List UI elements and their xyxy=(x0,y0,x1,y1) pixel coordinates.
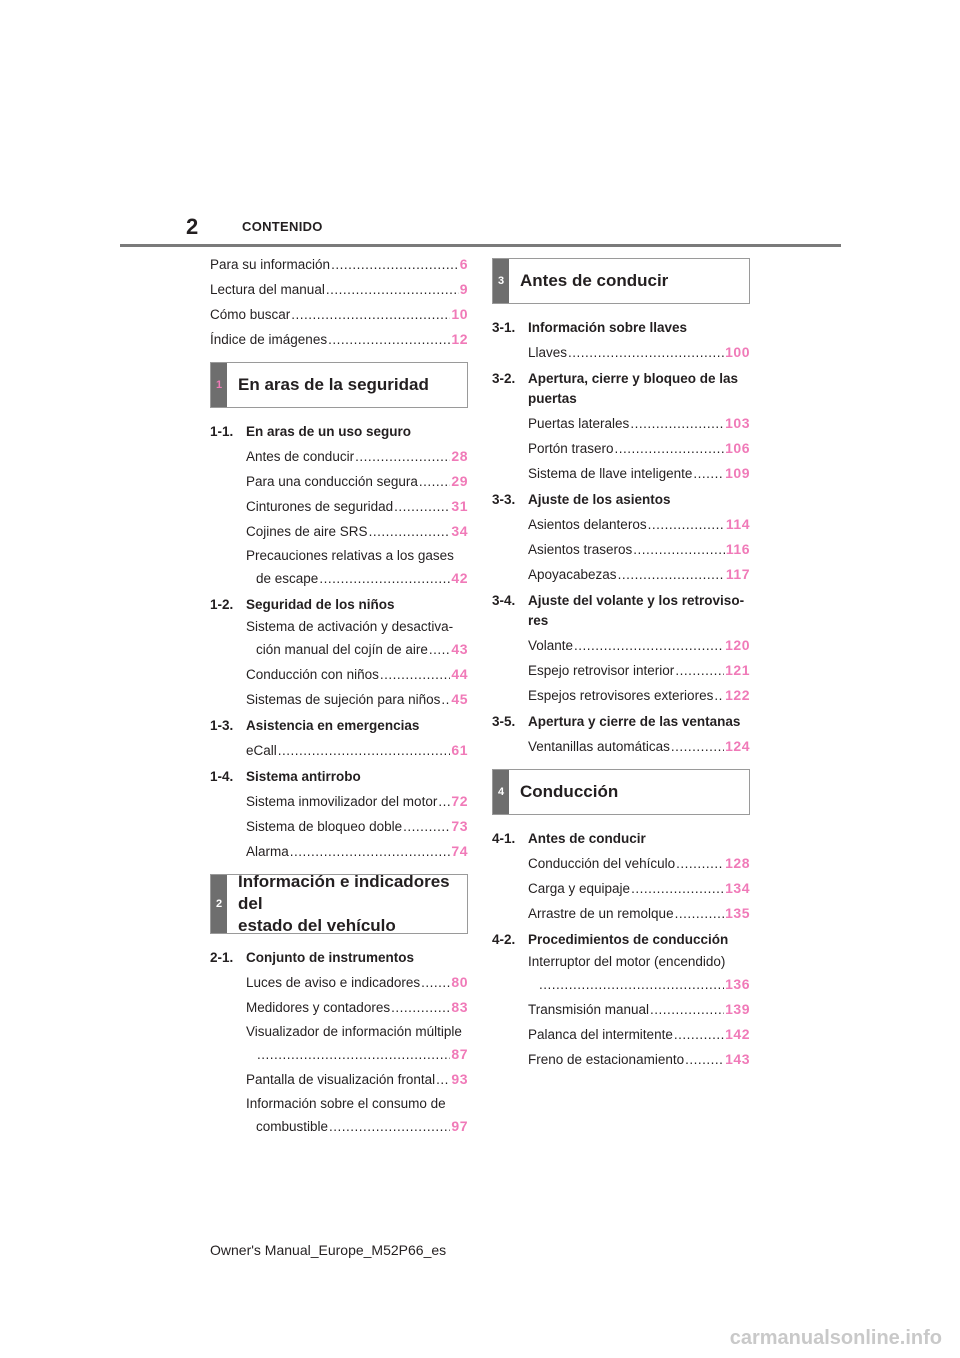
page-footer: Owner's Manual_Europe_M52P66_es xyxy=(210,1242,447,1258)
page-link[interactable]: 100 xyxy=(725,344,750,360)
chapter-2-box[interactable] xyxy=(210,874,468,934)
toc-entry[interactable]: Portón trasero ..... 106 xyxy=(492,436,750,461)
page-link[interactable]: 135 xyxy=(725,905,750,921)
toc-entry-line1: Interruptor del motor (encendido) xyxy=(528,954,726,969)
section-heading: 1-1. En aras de un uso seguro xyxy=(210,424,412,439)
page-link[interactable]: 73 xyxy=(451,818,468,834)
page-link[interactable]: 120 xyxy=(725,637,750,653)
page-link[interactable]: 80 xyxy=(451,974,468,990)
section-heading: 3-3. Ajuste de los asientos xyxy=(492,492,671,507)
toc-entry[interactable]: Cojines de aire SRS ..... 34 xyxy=(210,519,468,544)
toc-entry[interactable]: Asientos delanteros ..... 114 xyxy=(492,512,750,537)
toc-entry-line1: Precauciones relativas a los gases xyxy=(246,548,454,563)
toc-left-column xyxy=(210,252,468,1139)
toc-entry[interactable]: Palanca del intermitente ..... 142 xyxy=(492,1022,750,1047)
page-link[interactable]: 134 xyxy=(725,880,750,896)
chapter-title: Antes de conducir xyxy=(520,271,669,290)
toc-entry[interactable]: Sistema inmovilizador del motor ..... 72 xyxy=(210,789,468,814)
page-link[interactable]: 128 xyxy=(725,855,750,871)
page-link[interactable]: 12 xyxy=(451,331,468,347)
watermark: carmanualsonline.info xyxy=(729,1327,942,1349)
toc-entry[interactable]: combustible ..... 97 xyxy=(210,1114,468,1139)
section-heading: 3-2. Apertura, cierre y bloqueo de las puertas xyxy=(492,371,739,406)
toc-entry[interactable]: Transmisión manual ..... 139 xyxy=(492,997,750,1022)
page-link[interactable]: 72 xyxy=(451,793,468,809)
toc-entry[interactable]: Sistemas de sujeción para niños ..... 45 xyxy=(210,687,468,712)
page-link[interactable]: 139 xyxy=(725,1001,750,1017)
page-link[interactable]: 97 xyxy=(451,1118,468,1134)
page-link[interactable]: 43 xyxy=(451,641,468,657)
toc-entry-line1: Sistema de activación y desactiva- xyxy=(246,619,454,634)
section-heading: 3-1. Información sobre llaves xyxy=(492,320,688,335)
section-heading: 3-5. Apertura y cierre de las ventanas xyxy=(492,714,741,729)
toc-entry[interactable]: Carga y equipaje ..... 134 xyxy=(492,876,750,901)
page-link[interactable]: 87 xyxy=(451,1046,468,1062)
toc-entry[interactable]: Conducción con niños ..... 44 xyxy=(210,662,468,687)
section-heading: 2-1. Conjunto de instrumentos xyxy=(210,950,414,965)
page-link[interactable]: 61 xyxy=(451,742,468,758)
page-link[interactable]: 45 xyxy=(451,691,468,707)
header-rule xyxy=(120,244,841,247)
page-link[interactable]: 74 xyxy=(451,843,468,859)
toc-entry[interactable]: Para una conducción segura ..... 29 xyxy=(210,469,468,494)
toc-entry[interactable]: Antes de conducir ..... 28 xyxy=(210,444,468,469)
toc-entry[interactable]: Lectura del manual ..... 9 xyxy=(210,277,468,302)
chapter-tab: 2 xyxy=(211,875,227,933)
chapter-title: Conducción xyxy=(520,782,619,801)
page-link[interactable]: 34 xyxy=(451,523,468,539)
chapter-4-box[interactable] xyxy=(492,769,750,815)
chapter-3-box[interactable] xyxy=(492,258,750,304)
toc-entry-line1: Información sobre el consumo de xyxy=(246,1096,446,1111)
page-link[interactable]: 114 xyxy=(725,516,750,532)
toc-right-column xyxy=(492,252,750,1072)
page-link[interactable]: 6 xyxy=(459,256,468,272)
page-link[interactable]: 142 xyxy=(725,1026,750,1042)
toc-entry[interactable]: Volante ..... 120 xyxy=(492,633,750,658)
page-link[interactable]: 106 xyxy=(725,440,750,456)
toc-entry[interactable]: Freno de estacionamiento ..... 143 xyxy=(492,1047,750,1072)
page-link[interactable]: 143 xyxy=(725,1051,750,1067)
toc-entry[interactable]: Ventanillas automáticas ..... 124 xyxy=(492,734,750,759)
page-link[interactable]: 29 xyxy=(451,473,468,489)
page-link[interactable]: 9 xyxy=(459,281,468,297)
toc-entry[interactable]: Conducción del vehículo ..... 128 xyxy=(492,851,750,876)
section-heading: 1-3. Asistencia en emergencias xyxy=(210,718,420,733)
toc-entry[interactable] xyxy=(210,1042,468,1067)
page-link[interactable]: 116 xyxy=(725,541,750,557)
section-heading: 4-1. Antes de conducir xyxy=(492,831,646,846)
page-link[interactable]: 42 xyxy=(451,570,468,586)
toc-entry[interactable]: Puertas laterales ..... 103 xyxy=(492,411,750,436)
section-heading: 3-4. Ajuste del volante y los retroviso-res xyxy=(492,593,745,628)
toc-entry[interactable]: Medidores y contadores ..... 83 xyxy=(210,995,468,1020)
toc-entry[interactable]: Asientos traseros ..... 116 xyxy=(492,537,750,562)
chapter-title: Información e indicadores del estado del vehículo xyxy=(238,872,450,935)
toc-entry[interactable]: Sistema de llave inteligente ..... 109 xyxy=(492,461,750,486)
toc-entry[interactable]: Para su información ..... 6 xyxy=(210,252,468,277)
toc-entry[interactable]: Pantalla de visualización frontal ..... 93 xyxy=(210,1067,468,1092)
page-header-title: CONTENIDO xyxy=(242,219,323,234)
page-number: 2 xyxy=(186,214,199,239)
chapter-tab: 3 xyxy=(493,259,509,303)
page-link[interactable]: 103 xyxy=(725,415,750,431)
toc-entry[interactable]: Cinturones de seguridad ..... 31 xyxy=(210,494,468,519)
toc-entry-line1: Visualizador de información múltiple xyxy=(246,1024,462,1039)
toc-entry[interactable]: Arrastre de un remolque ..... 135 xyxy=(492,901,750,926)
page-link[interactable]: 109 xyxy=(725,465,750,481)
page-link[interactable]: 93 xyxy=(451,1071,468,1087)
section-heading: 1-2. Seguridad de los niños xyxy=(210,597,395,612)
chapter-tab: 1 xyxy=(211,363,227,407)
chapter-1-box[interactable] xyxy=(210,362,468,408)
page-link[interactable]: 28 xyxy=(451,448,468,464)
toc-entry[interactable] xyxy=(492,972,750,997)
toc-entry[interactable]: Apoyacabezas ..... 117 xyxy=(492,562,750,587)
chapter-tab: 4 xyxy=(493,770,509,814)
section-heading: 1-4. Sistema antirrobo xyxy=(210,769,361,784)
toc-entry[interactable]: Índice de imágenes ..... 12 xyxy=(210,327,468,352)
toc-entry[interactable]: Espejo retrovisor interior ..... 121 xyxy=(492,658,750,683)
page-link[interactable]: 31 xyxy=(451,498,468,514)
page-link[interactable]: 124 xyxy=(725,738,750,754)
toc-entry[interactable]: ción manual del cojín de aire ..... 43 xyxy=(210,637,468,662)
toc-entry[interactable]: Cómo buscar ..... 10 xyxy=(210,302,468,327)
toc-entry[interactable]: Luces de aviso e indicadores ..... 80 xyxy=(210,970,468,995)
page-link[interactable]: 44 xyxy=(451,666,468,682)
chapter-title: En aras de la seguridad xyxy=(238,375,429,394)
page-link[interactable]: 117 xyxy=(725,566,750,582)
toc-entry[interactable]: eCall ..... 61 xyxy=(210,738,468,763)
toc-entry[interactable]: Espejos retrovisores exteriores ..... 122 xyxy=(492,683,750,708)
page-link[interactable]: 121 xyxy=(725,662,750,678)
section-heading: 4-2. Procedimientos de conducción xyxy=(492,932,729,947)
toc-entry[interactable]: Alarma ..... 74 xyxy=(210,839,468,864)
page-link[interactable]: 122 xyxy=(725,687,750,703)
page-link[interactable]: 136 xyxy=(725,976,750,992)
page-link[interactable]: 10 xyxy=(451,306,468,322)
toc-entry[interactable]: Sistema de bloqueo doble ..... 73 xyxy=(210,814,468,839)
toc-entry[interactable]: Llaves ..... 100 xyxy=(492,340,750,365)
page-link[interactable]: 83 xyxy=(451,999,468,1015)
toc-entry[interactable]: de escape ..... 42 xyxy=(210,566,468,591)
